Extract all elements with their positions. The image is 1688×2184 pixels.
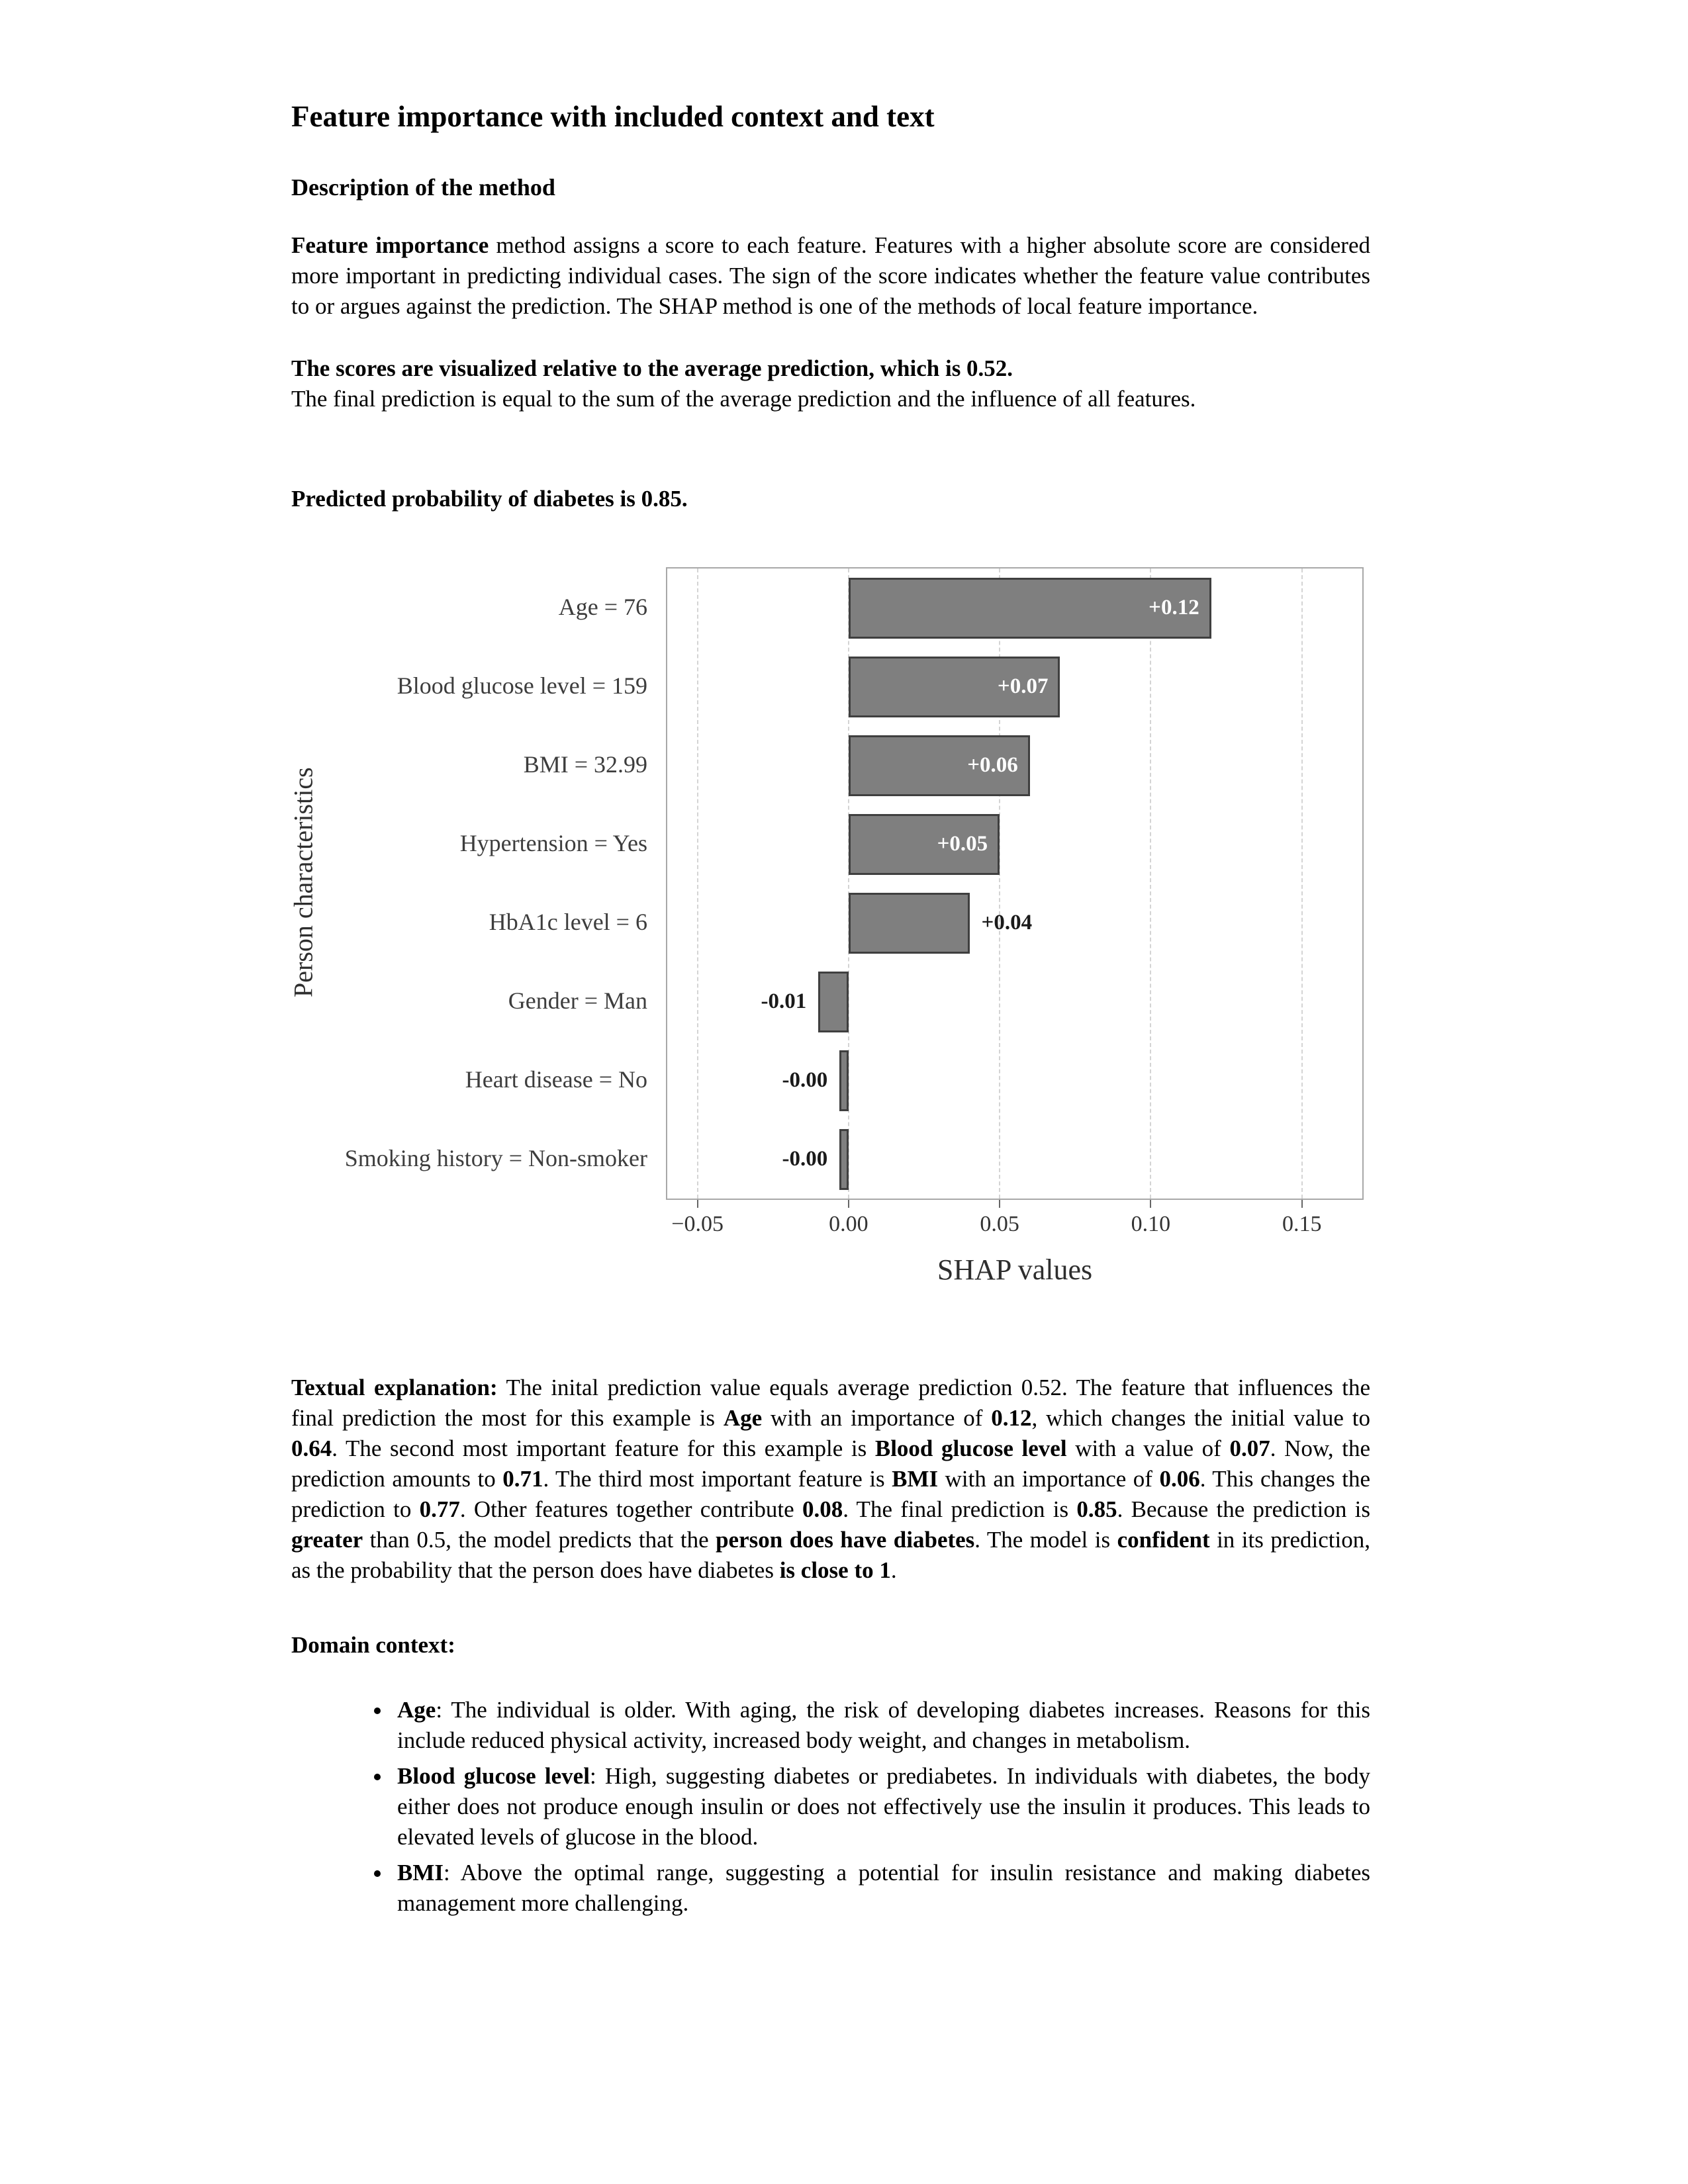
bar-value-label: +0.06 [967, 753, 1018, 777]
x-tick-label: 0.05 [980, 1212, 1019, 1236]
category-label: Gender = Man [508, 987, 647, 1014]
category-label: Smoking history = Non-smoker [344, 1144, 647, 1171]
shap-bar [839, 1129, 849, 1190]
x-tick-mark [848, 1200, 849, 1208]
bar-value-label: -0.00 [782, 1147, 828, 1171]
list-item: • Blood glucose level: High, suggesting diabetes or prediabetes. In individuals with diabetes, the body either does not produce enough insulin or does not effectively use the insulin it produces. This leads to elevated levels of glucose in the blood. [392, 1761, 1370, 1852]
average-prediction-bold: The scores are visualized relative to the average prediction, which is 0.52. [291, 355, 1013, 381]
y-axis-label: Person characteristics [288, 767, 318, 997]
average-prediction-note [291, 353, 1370, 414]
shap-bar [849, 893, 970, 954]
category-label: Heart disease = No [465, 1066, 647, 1093]
shap-bar [818, 972, 849, 1032]
category-label: BMI = 32.99 [523, 751, 647, 778]
category-label: Age = 76 [558, 593, 647, 620]
x-tick-label: 0.00 [829, 1212, 868, 1236]
method-description-heading: Description of the method [291, 174, 555, 201]
gridline [1301, 569, 1303, 1199]
plot-column [666, 567, 1364, 1287]
gridline [1150, 569, 1151, 1199]
page-title: Feature importance with included context and text [291, 100, 935, 133]
textual-explanation-paragraph: Textual explanation: The inital prediction value equals average prediction 0.52. The feature that influences the final prediction the most for this example is Age with an importance of 0.12, which changes the initial value to 0.64. The second most important feature for this example is Blood glucose level with a value of 0.07. Now, the prediction amounts to 0.71. The third most important feature is BMI with an importance of 0.06. This changes the prediction to 0.77. Other features together contribute 0.08. The final prediction is 0.85. Because the prediction is greater than 0.5, the model predicts that the person does have diabetes. The model is confident in its prediction, as the probability that the person does have diabetes is close to 1. [291, 1375, 1371, 1583]
category-label: Blood glucose level = 159 [397, 672, 647, 699]
bar-value-label: -0.01 [761, 989, 807, 1013]
average-prediction-rest: The final prediction is equal to the sum of the average prediction and the influence of all features. [291, 386, 1196, 412]
bar-value-label: -0.00 [782, 1068, 828, 1092]
bar-value-label: +0.05 [937, 832, 988, 856]
bar-value-label: +0.12 [1149, 596, 1199, 619]
method-description-paragraph: Feature importance method assigns a score to each feature. Features with a higher absolute score are considered more important in predicting individual cases. The sign of the score indicates whether the feature value contributes to or argues against the prediction. The SHAP method is one of the methods of local feature importance. [291, 232, 1370, 319]
shap-chart [285, 567, 1370, 1287]
x-tick-mark [999, 1200, 1000, 1208]
list-item: • Age: The individual is older. With aging, the risk of developing diabetes increases. Reasons for this include reduced physical activity, increased body weight, and changes in metabolism. [392, 1695, 1370, 1756]
gridline [697, 569, 698, 1199]
category-label: HbA1c level = 6 [489, 908, 647, 935]
x-tick-label: 0.15 [1282, 1212, 1322, 1236]
x-axis-label: SHAP values [937, 1253, 1093, 1286]
category-label: Hypertension = Yes [459, 829, 647, 856]
chart-main [285, 567, 1370, 1287]
category-labels [322, 567, 666, 1197]
x-tick-label: −0.05 [671, 1212, 724, 1236]
x-tick-mark [697, 1200, 698, 1208]
bar-value-label: +0.07 [997, 674, 1049, 698]
x-ticks [667, 1200, 1362, 1249]
list-item: • BMI: Above the optimal range, suggesting a potential for insulin resistance and making diabetes management more challenging. [392, 1858, 1370, 1919]
domain-context-heading: Domain context: [291, 1632, 455, 1658]
domain-context-list [291, 1695, 1370, 1919]
x-tick-label: 0.10 [1131, 1212, 1171, 1236]
bar-value-label: +0.04 [981, 911, 1033, 934]
x-tick-mark [1301, 1200, 1303, 1208]
plot-area [666, 567, 1364, 1200]
shap-bar [839, 1050, 849, 1111]
predicted-probability-line: Predicted probability of diabetes is 0.85. [291, 486, 688, 512]
x-tick-mark [1150, 1200, 1151, 1208]
